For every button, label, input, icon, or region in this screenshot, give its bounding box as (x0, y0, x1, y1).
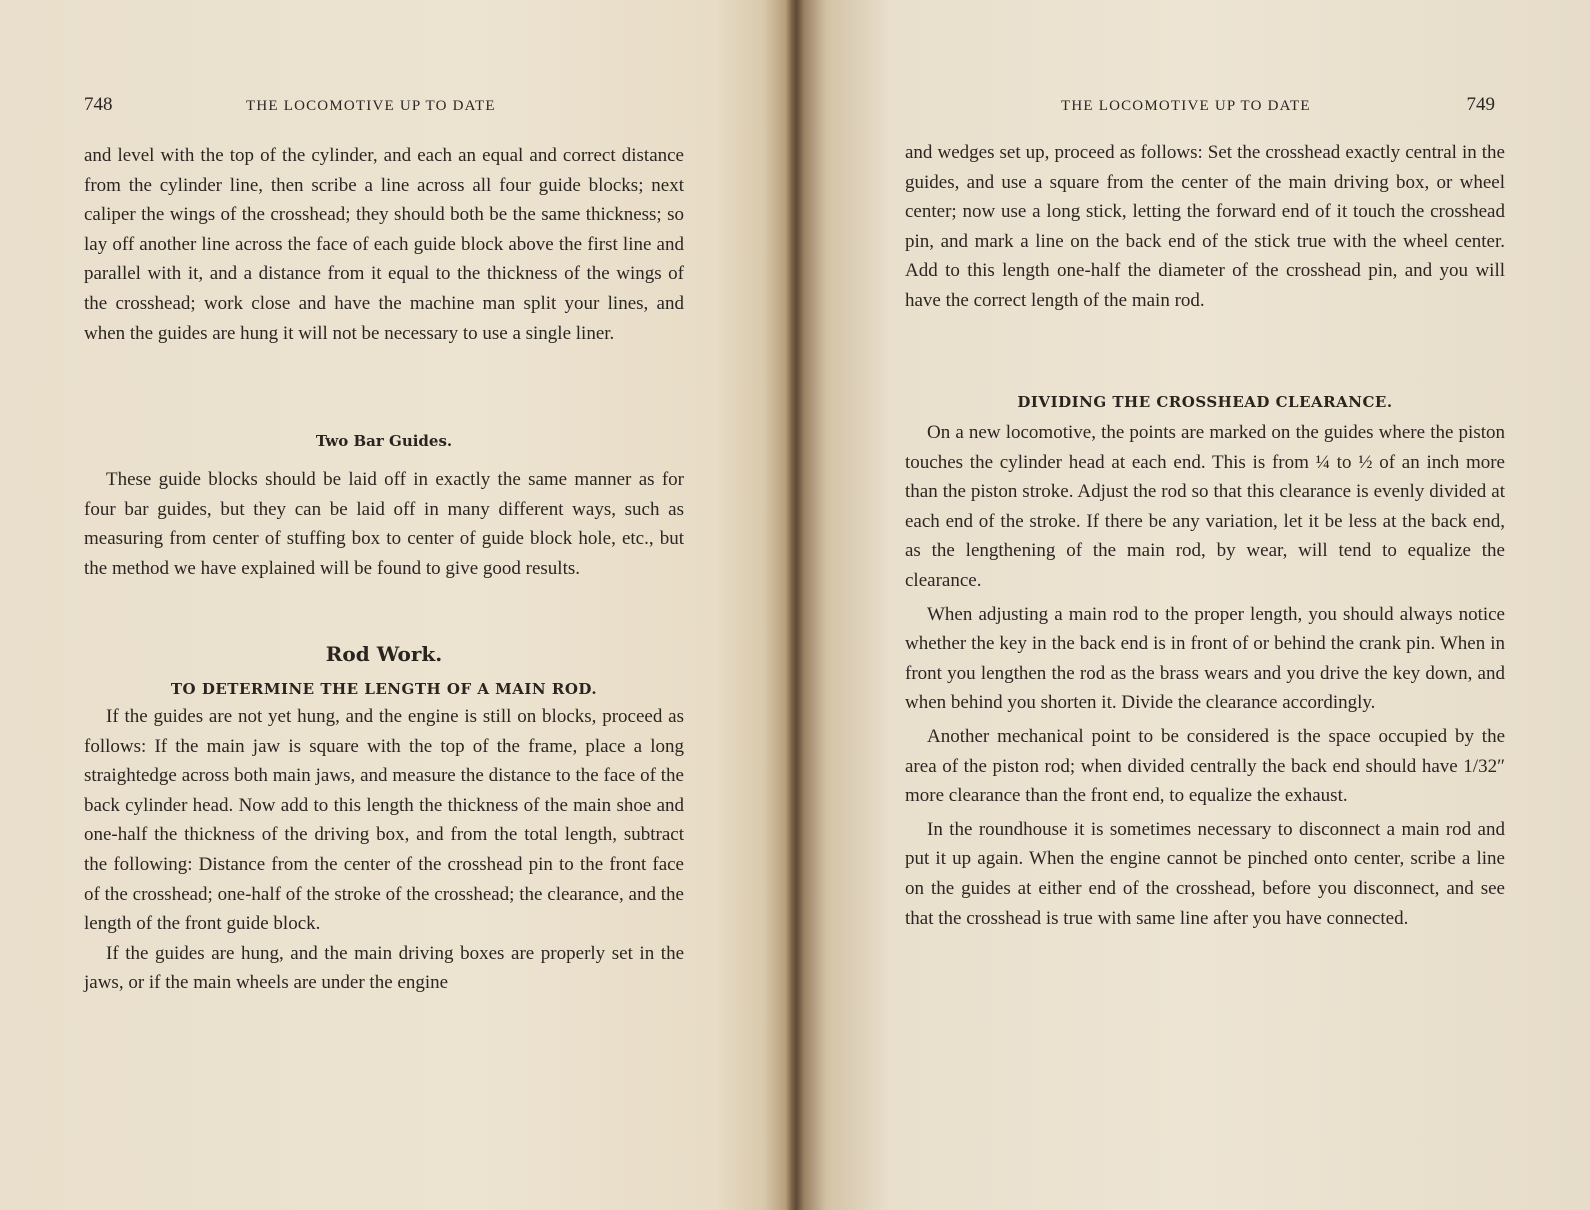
clearance-paragraph: In the roundhouse it is sometimes necessary to disconnect a main rod and put it up again. When the engine cannot be pinched onto center, scribe a line on the guides at either end of the crosshead, before you disconnect, and see that the crosshead is true with same line after you have connected. (905, 818, 1505, 929)
main-rod-heading: TO DETERMINE THE LENGTH OF A MAIN ROD. (170, 680, 598, 698)
clearance-block (905, 418, 1505, 933)
right-page-number: 749 (1466, 94, 1495, 115)
left-intro-block (84, 141, 684, 348)
left-page-header (84, 94, 684, 120)
main-rod-paragraph: If the guides are hung, and the main driving boxes are properly set in the jaws, or if the main wheels are under the engine (84, 942, 684, 994)
two-bar-guides-heading: Two Bar Guides. (315, 432, 453, 450)
main-rod-block (84, 702, 684, 998)
clearance-paragraph: On a new locomotive, the points are marked on the guides where the piston touches the cylinder head at each end. This is from ¼ to ½ of an inch more than the piston stroke. Adjust the rod so that this clearance is evenly divided at each end of the stroke. If there be any variation, let it be less at the back end, as the lengthening of the main rod, by wear, will tend to equalize the clearance. (905, 422, 1505, 591)
right-continuation-paragraph: and wedges set up, proceed as follows: Set the crosshead exactly central in the guides, and use a square from the center of the main driving box, or wheel center; now use a long stick, letting the forward end of it touch the crosshead pin, and mark a line on the back end of the stick true with the wheel center. Add to this length one-half the diameter of the crosshead pin, and you will have the correct length of the main rod. (905, 142, 1505, 311)
crosshead-clearance-heading: DIVIDING THE CROSSHEAD CLEARANCE. (1017, 393, 1393, 411)
main-rod-paragraph: If the guides are not yet hung, and the engine is still on blocks, proceed as follows: If the main jaw is square with the top of the frame, place a long straightedge across both main jaws, and measure the distance to the face of the back cylinder head. Now add to this length the thickness of the main shoe and one-half the thickness of the driving box, and from the total length, subtract the following: Distance from the center of the crosshead pin to the front face of the crosshead; one-half of the stroke of the crosshead; the clearance, and the length of the front guide block. (84, 706, 684, 935)
two-bar-block (84, 465, 684, 583)
left-page (0, 0, 790, 1210)
left-page-number: 748 (84, 94, 113, 115)
right-running-head: THE LOCOMOTIVE UP TO DATE (1061, 98, 1311, 114)
left-running-head: THE LOCOMOTIVE UP TO DATE (246, 98, 496, 114)
left-intro-paragraph: and level with the top of the cylinder, and each an equal and correct distance from the cylinder line, then scribe a line across all four guide blocks; next caliper the wings of the crosshead; they should both be the same thickness; so lay off another line across the face of each guide block above the first line and parallel with it, and a distance from it equal to the thickness of the wings of the crosshead; work close and have the machine man split your lines, and when the guides are hung it will not be necessary to use a single liner. (84, 145, 684, 344)
right-continuation-block (905, 138, 1505, 316)
two-bar-paragraph: These guide blocks should be laid off in exactly the same manner as for four bar guides, but they can be laid off in many different ways, such as measuring from center of stuffing box to center of guide block hole, etc., but the method we have explained will be found to give good results. (84, 469, 684, 579)
clearance-paragraph: Another mechanical point to be considered is the space occupied by the area of the piston rod; when divided centrally the back end should have 1/32″ more clearance than the front end, to equalize the exhaust. (905, 725, 1505, 807)
clearance-paragraph: When adjusting a main rod to the proper length, you should always notice whether the key in the back end is in front of or behind the crank pin. When in front you lengthen the rod as the brass wears and you drive the key down, and when behind you shorten it. Divide the clearance accordingly. (905, 603, 1505, 714)
rod-work-heading: Rod Work. (325, 642, 443, 666)
right-page-header (895, 94, 1495, 120)
right-page (800, 0, 1590, 1210)
